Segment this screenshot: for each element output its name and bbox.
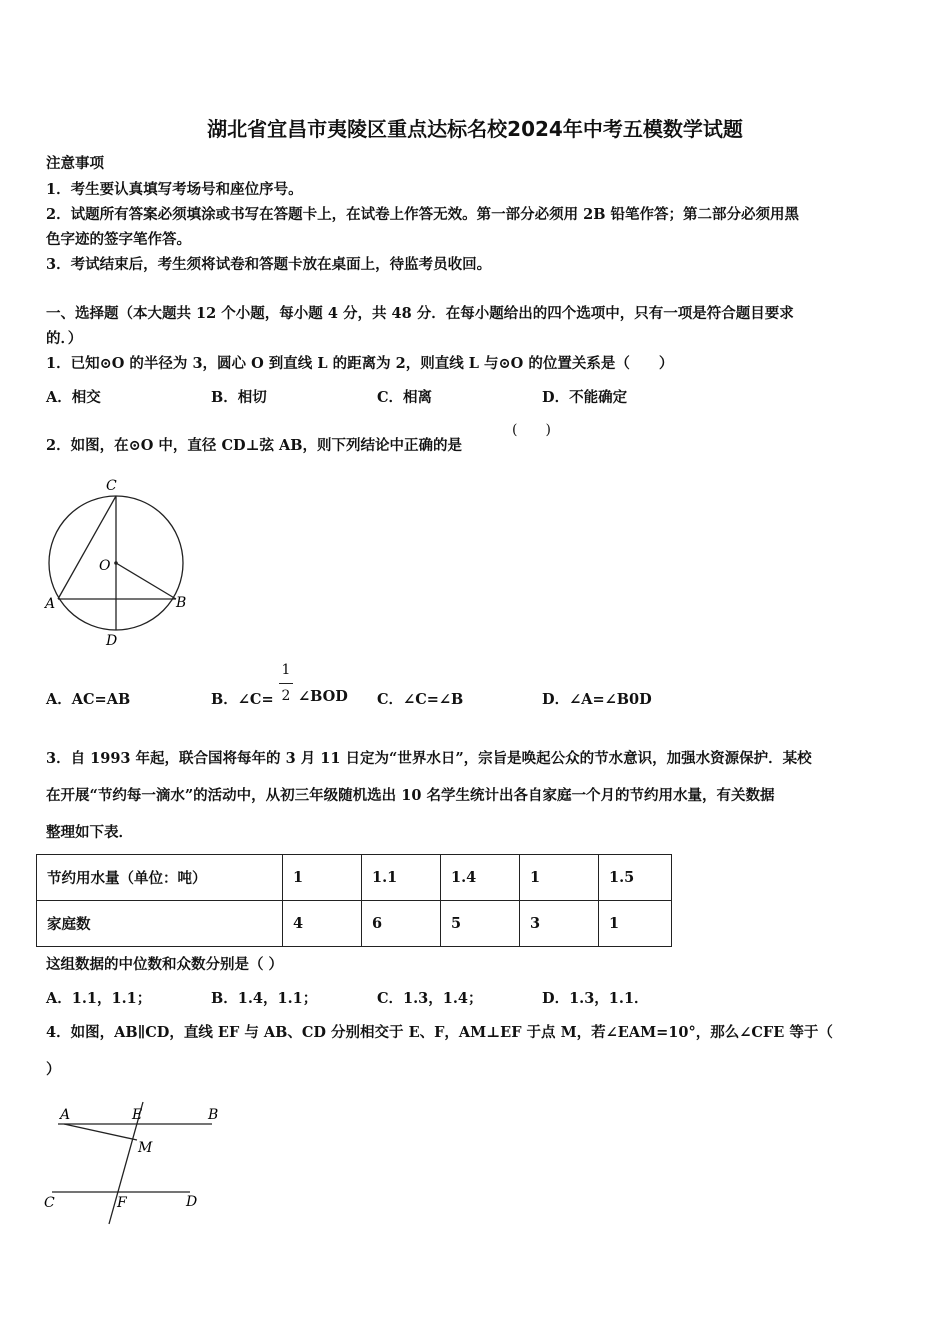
table-cell: 6 bbox=[362, 901, 441, 947]
table-cell: 1 bbox=[283, 855, 362, 901]
table-cell: 5 bbox=[441, 901, 520, 947]
q4-parallel-lines-figure bbox=[40, 1100, 230, 1228]
label-b: B bbox=[176, 595, 187, 611]
label-e: E bbox=[132, 1107, 143, 1123]
notice-item: 2．试题所有答案必须填涂或书写在答题卡上，在试卷上作答无效。第一部分必须用 2B 铅笔作答；第二部分必须用黑 bbox=[46, 206, 800, 223]
label-f: F bbox=[117, 1195, 127, 1211]
table-cell: 1 bbox=[599, 901, 672, 947]
water-saving-table bbox=[36, 854, 672, 947]
q3-stem-line1: 3．自 1993 年起，联合国将每年的 3 月 11 日定为“世界水日”，宗旨是唤起公众的节水意识，加强水资源保护．某校 bbox=[46, 750, 812, 767]
table-cell: 3 bbox=[520, 901, 599, 947]
q1-option-d: D．不能确定 bbox=[542, 389, 628, 406]
q3-question: 这组数据的中位数和众数分别是（ ） bbox=[46, 956, 284, 973]
q3-option-a: A．1.1，1.1； bbox=[46, 990, 152, 1007]
q2-option-b-suffix: ∠BOD bbox=[298, 688, 348, 705]
segment-ac bbox=[58, 496, 116, 599]
notice-item: 1．考生要认真填写考场号和座位序号。 bbox=[46, 181, 303, 198]
table-cell: 1.1 bbox=[362, 855, 441, 901]
notice-item: 3．考试结束后，考生须将试卷和答题卡放在桌面上，待监考员收回。 bbox=[46, 256, 492, 273]
center-point bbox=[114, 561, 118, 565]
table-cell: 1.5 bbox=[599, 855, 672, 901]
label-b: B bbox=[208, 1107, 219, 1123]
q1-stem: 1．已知⊙O 的半径为 3，圆心 O 到直线 L 的距离为 2，则直线 L 与⊙O 的位置关系是（ ） bbox=[46, 355, 674, 372]
q3-stem-line3: 整理如下表． bbox=[46, 824, 133, 841]
notice-heading: 注意事项 bbox=[46, 155, 104, 172]
label-d: D bbox=[106, 633, 118, 649]
label-d: D bbox=[186, 1194, 198, 1210]
section-heading-cont: 的．） bbox=[46, 330, 83, 347]
q3-option-c: C．1.3，1.4； bbox=[377, 990, 483, 1007]
table-cell: 4 bbox=[283, 901, 362, 947]
q2-option-d: D．∠A=∠B0D bbox=[542, 691, 652, 708]
table-cell: 1.4 bbox=[441, 855, 520, 901]
q4-stem-line2: ） bbox=[46, 1061, 61, 1078]
q3-stem-line2: 在开展“节约每一滴水”的活动中，从初三年级随机选出 10 名学生统计出各自家庭一个月的节约用水量，有关数据 bbox=[46, 787, 775, 804]
segment-ob bbox=[116, 563, 176, 599]
q1-option-b: B．相切 bbox=[211, 389, 267, 406]
q2-circle-figure bbox=[36, 470, 206, 650]
q2-option-b-numerator: 1 bbox=[281, 662, 291, 678]
label-m: M bbox=[138, 1140, 153, 1156]
q1-option-a: A．相交 bbox=[46, 389, 101, 406]
table-row bbox=[37, 855, 672, 901]
q2-answer-paren: ( ) bbox=[512, 422, 551, 438]
table-row bbox=[37, 901, 672, 947]
label-c: C bbox=[44, 1195, 55, 1211]
label-o: O bbox=[99, 558, 111, 574]
fraction-bar bbox=[279, 683, 293, 684]
segment-am bbox=[64, 1124, 137, 1140]
table-header-cell: 节约用水量（单位：吨） bbox=[37, 855, 283, 901]
page-title: 湖北省宜昌市夷陵区重点达标名校2024年中考五模数学试题 bbox=[207, 117, 743, 141]
q3-option-d: D．1.3，1.1． bbox=[542, 990, 649, 1007]
q2-option-a: A．AC=AB bbox=[46, 691, 131, 708]
q2-option-b-denominator: 2 bbox=[281, 688, 291, 704]
label-a: A bbox=[60, 1107, 71, 1123]
q2-option-b-prefix: B．∠C= bbox=[211, 691, 274, 708]
notice-item: 色字迹的签字笔作答。 bbox=[46, 231, 191, 248]
q2-stem: 2．如图，在⊙O 中，直径 CD⊥弦 AB，则下列结论中正确的是 bbox=[46, 437, 463, 454]
q1-option-c: C．相离 bbox=[377, 389, 433, 406]
q2-option-c: C．∠C=∠B bbox=[377, 691, 464, 708]
q4-stem-line1: 4．如图，AB∥CD，直线 EF 与 AB、CD 分别相交于 E、F，AM⊥EF 于点 M，若∠EAM=10°，那么∠CFE 等于（ bbox=[46, 1024, 833, 1041]
table-header-cell: 家庭数 bbox=[37, 901, 283, 947]
label-c: C bbox=[106, 478, 117, 494]
label-a: A bbox=[45, 596, 56, 612]
section-heading: 一、选择题（本大题共 12 个小题，每小题 4 分，共 48 分．在每小题给出的四个选项中，只有一项是符合题目要求 bbox=[46, 305, 794, 322]
q3-option-b: B．1.4，1.1； bbox=[211, 990, 318, 1007]
table-cell: 1 bbox=[520, 855, 599, 901]
